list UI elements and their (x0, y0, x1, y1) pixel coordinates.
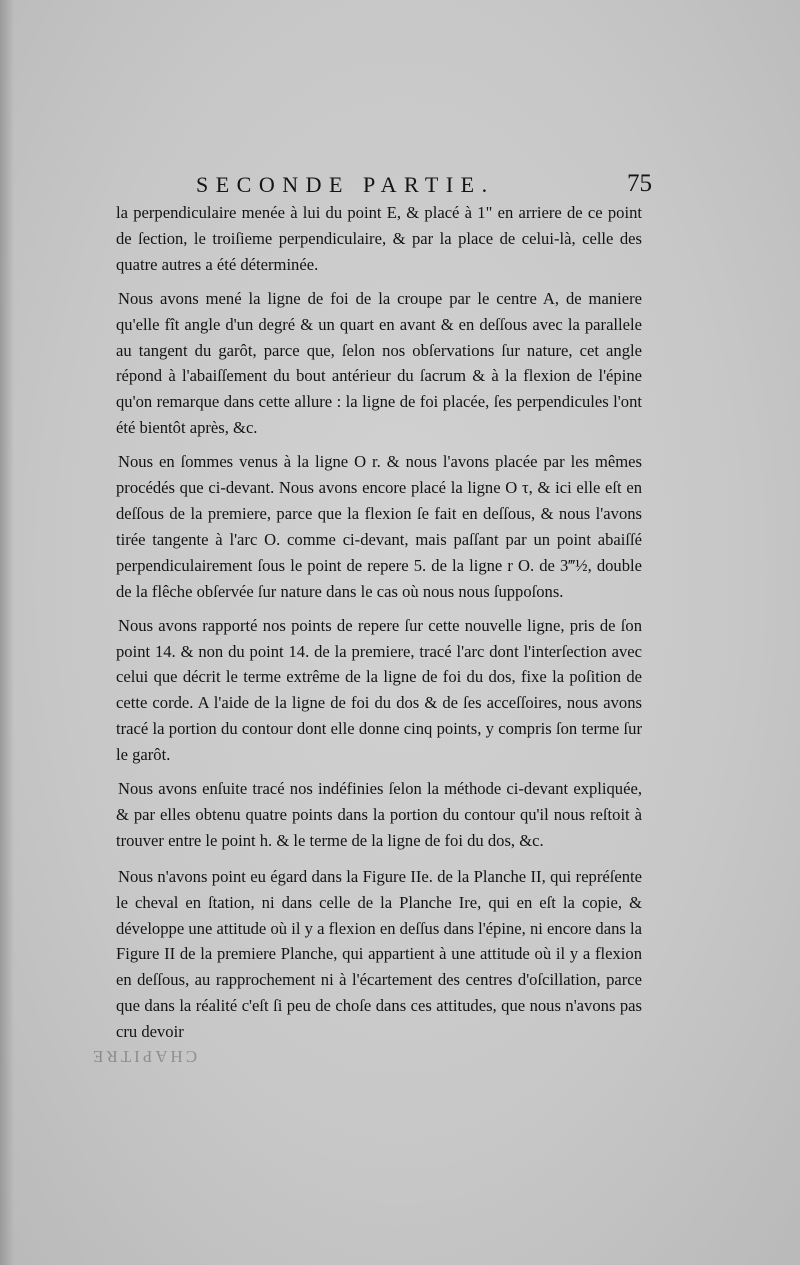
paragraph-4: Nous avons rapporté nos points de repere ſur cette nouvelle ligne, pris de ſon point 14. & non du point 14. de la premiere, tracé l'arc dont l'interſection avec celui que décrit le terme extrême de la ligne de foi du dos, fixe la poſition de cette corde. A l'aide de la ligne de foi du dos & de ſes acceſſoires, nous avons tracé la portion du contour dont elle donne cinq points, y compris ſon terme ſur le garôt. (116, 615, 642, 765)
page-edge-shadow (0, 0, 14, 1265)
paragraph-2: Nous avons mené la ligne de foi de la croupe par le centre A, de maniere qu'elle fît angle d'un degré & un quart en avant & en deſſous avec la parallele au tangent du garôt, parce que, ſelon nos obſervations ſur nature, cet angle répond à l'abaiſſement du bout antérieur du ſacrum & à la flexion de l'épine qu'on remarque dans cette allure : la ligne de foi placée, ſes perpendicules l'ont été bientôt après, &c. (116, 288, 642, 438)
running-head: SECONDE PARTIE. (196, 172, 495, 197)
paragraph-1: la perpendiculaire menée à lui du point E, & placé à 1" en arriere de ce point de ſection, le troiſieme perpendiculaire, & par la place de celui-là, celle des quatre autres a été déterminée. (116, 203, 642, 274)
bleed-through-text: CHAPITRE (90, 1047, 198, 1066)
paragraph-5: Nous avons enſuite tracé nos indéfinies ſelon la méthode ci-devant expliquée, & par elles obtenu quatre points dans la portion du contour qu'il nous reſtoit à trouver entre le point h. & le terme de la ligne de foi du dos, &c. (116, 779, 642, 850)
body-text (116, 200, 642, 1045)
page-number: 75 (627, 170, 652, 197)
paragraph-6: Nous n'avons point eu égard dans la Figure IIe. de la Planche II, qui repréſente le cheval en ſtation, ni dans celle de la Planche Ire, qui en eſt la copie, & développe une attitude où il y a flexion en deſſus dans l'épine, ni encore dans la Figure II de la premiere Planche, qui appartient à une attitude où il y a flexion en deſſous, au rapprochement ni à l'écartement des centres d'oſcillation, parce que dans la réalité c'eſt ſi peu de choſe dans ces attitudes, que nous n'avons pas cru devoir (116, 866, 642, 1042)
paragraph-3: Nous en ſommes venus à la ligne O r. & nous l'avons placée par les mêmes procédés que ci-devant. Nous avons encore placé la ligne O τ, & ici elle eſt en deſſous de la premiere, parce que la flexion ſe fait en deſſous, & nous l'avons tirée tangente à l'arc O. comme ci-devant, mais paſſant par un point abaiſſé perpendiculairement ſous le point de repere 5. de la ligne r O. de 3‴½, double de la flêche obſervée ſur nature dans le cas où nous nous ſuppoſons. (116, 452, 642, 601)
